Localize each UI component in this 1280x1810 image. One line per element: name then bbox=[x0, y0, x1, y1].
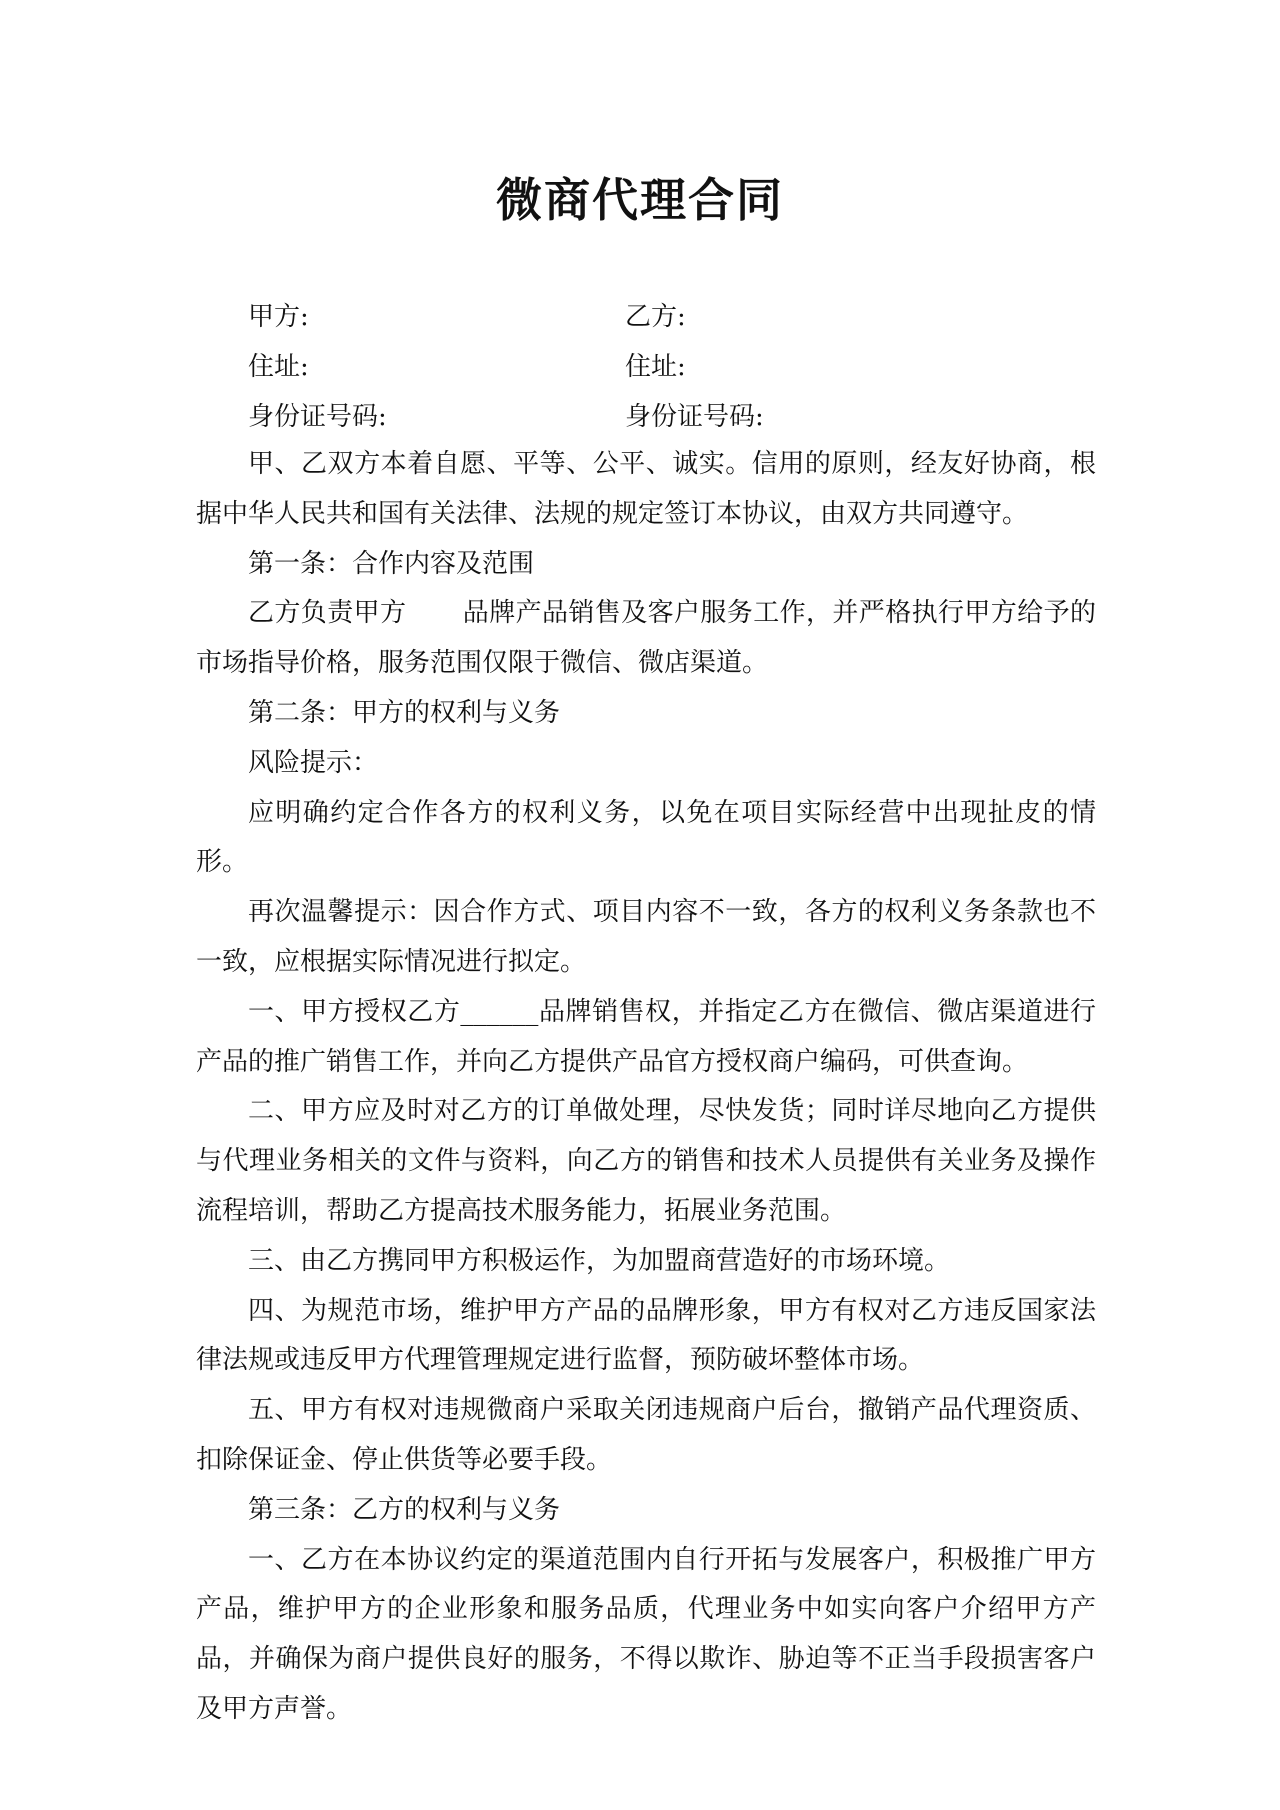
party-info-block bbox=[248, 292, 1108, 442]
article-2-item-2: 二、甲方应及时对乙方的订单做处理，尽快发货；同时详尽地向乙方提供与代理业务相关的文件与资料，向乙方的销售和技术人员提供有关业务及操作流程培训，帮助乙方提高技术服务能力，拓展业务范围。 bbox=[196, 1096, 1096, 1226]
article-2-item-5: 五、甲方有权对违规微商户采取关闭违规商户后台，撤销产品代理资质、扣除保证金、停止供货等必要手段。 bbox=[196, 1395, 1096, 1475]
article-3-item-1: 一、乙方在本协议约定的渠道范围内自行开拓与发展客户，积极推广甲方产品，维护甲方的企业形象和服务品质，代理业务中如实向客户介绍甲方产品，并确保为商户提供良好的服务，不得以欺诈、胁迫等不正当手段损害客户及甲方声誉。 bbox=[196, 1544, 1096, 1724]
party-id-row bbox=[248, 392, 1108, 442]
preamble-paragraph: 甲、乙双方本着自愿、平等、公平、诚实。信用的原则，经友好协商，根据中华人民共和国有关法律、法规的规定签订本协议，由双方共同遵守。 bbox=[196, 449, 1096, 529]
party-a-address-label: 住址: bbox=[248, 352, 309, 382]
risk-heading: 风险提示： bbox=[248, 747, 379, 778]
party-a-label: 甲方: bbox=[248, 302, 309, 332]
party-b-address-label: 住址: bbox=[625, 352, 686, 382]
party-b-id-label: 身份证号码: bbox=[625, 402, 764, 432]
risk-text: 应明确约定合作各方的权利义务，以免在项目实际经营中出现扯皮的情形。 bbox=[196, 797, 1096, 878]
article-1-content-rest: 品牌产品销售及客户服务工作，并严格执行甲方给予的市场指导价格，服务范围仅限于微信、微店渠道。 bbox=[196, 598, 1096, 679]
article-1-heading: 第一条：合作内容及范围 bbox=[248, 548, 535, 579]
party-a-id-label: 身份证号码: bbox=[248, 402, 387, 432]
contract-body bbox=[196, 440, 1096, 1735]
party-b-label: 乙方: bbox=[625, 302, 686, 332]
party-name-row bbox=[248, 292, 1108, 342]
article-2-heading: 第二条：甲方的权利与义务 bbox=[248, 697, 561, 728]
article-2-item-4: 四、为规范市场，维护甲方产品的品牌形象，甲方有权对乙方违反国家法律法规或违反甲方代理管理规定进行监督，预防破坏整体市场。 bbox=[196, 1295, 1096, 1376]
article-3-heading: 第三条：乙方的权利与义务 bbox=[248, 1494, 561, 1525]
article-1-content bbox=[196, 589, 1096, 689]
article-2-item-1: 一、甲方授权乙方______品牌销售权，并指定乙方在微信、微店渠道进行产品的推广销售工作，并向乙方提供产品官方授权商户编码，可供查询。 bbox=[196, 996, 1096, 1077]
contract-title: 微商代理合同 bbox=[496, 173, 784, 227]
article-2-item-3: 三、由乙方携同甲方积极运作，为加盟商营造好的市场环境。 bbox=[248, 1245, 951, 1276]
article-1-content-start: 乙方负责甲方 bbox=[248, 598, 407, 629]
party-address-row bbox=[248, 342, 1108, 392]
reminder-text: 再次温馨提示：因合作方式、项目内容不一致，各方的权利义务条款也不一致，应根据实际情况进行拟定。 bbox=[196, 897, 1096, 977]
